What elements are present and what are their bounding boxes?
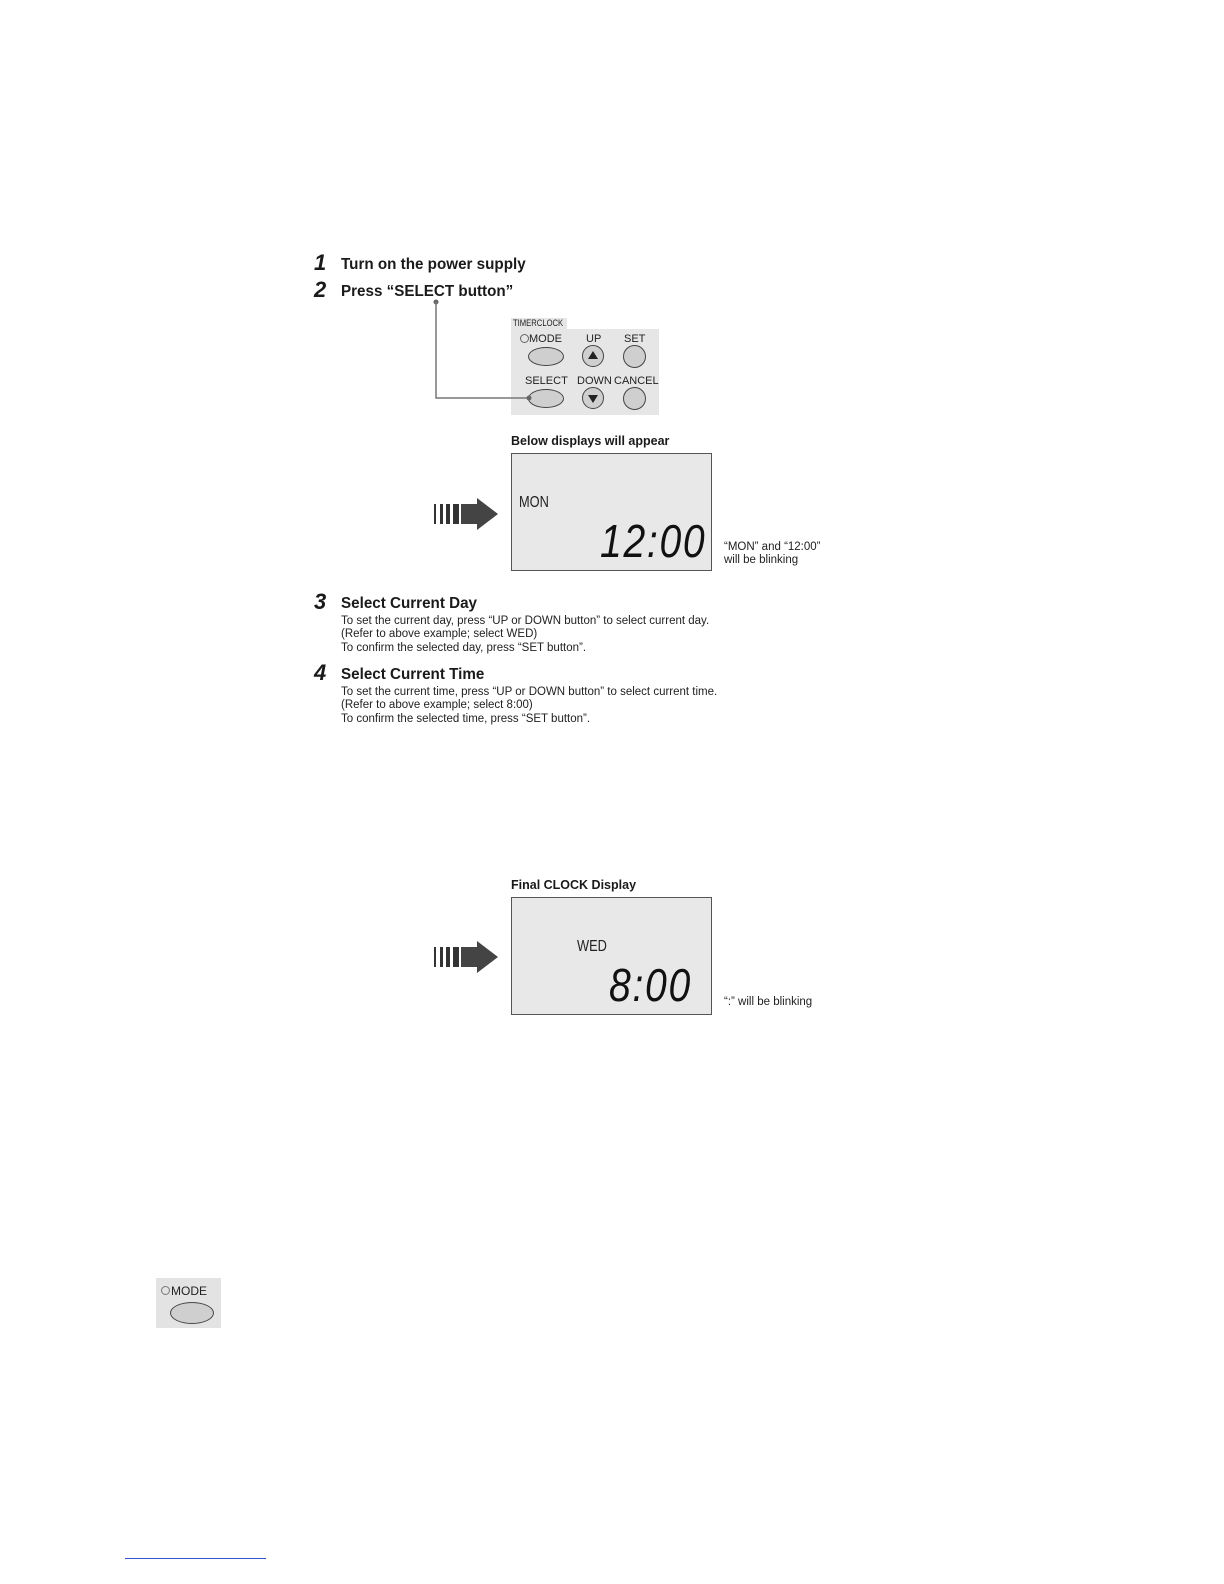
display2-day: WED [577,938,607,955]
mode-button-large[interactable] [170,1302,214,1324]
display1-day: MON [519,494,549,511]
step-1-title: Turn on the power supply [341,256,526,273]
select-label: SELECT [525,375,568,387]
mode-button-label: MODE [171,1284,207,1298]
lcd-display-1 [511,453,712,571]
step-1-number: 1 [314,250,327,275]
step-2-number: 2 [314,277,327,302]
down-label: DOWN [577,375,612,387]
step-4-number: 4 [314,660,327,685]
display2-note: “:” will be blinking [724,996,813,1008]
panel-header: TIMERCLOCK [513,318,564,328]
timer-icon [161,1286,170,1295]
footnote-separator [125,1558,266,1559]
display1-note-2: will be blinking [724,554,799,566]
step-4-line-3: To confirm the selected time, press “SET button”. [341,713,591,725]
display1-note-1: “MON” and “12:00” [724,541,821,553]
step-3-line-2: (Refer to above example; select WED) [341,628,538,640]
lcd-display-2 [511,897,712,1015]
cancel-label: CANCEL [614,375,659,387]
display1-caption: Below displays will appear [511,434,670,448]
step-3-line-1: To set the current day, press “UP or DOWN button” to select current day. [341,615,710,627]
step-2-title: Press “SELECT button” [341,283,514,300]
step-3-line-3: To confirm the selected day, press “SET button”. [341,642,587,654]
mode-button-illustration [156,1278,221,1328]
step-4-line-1: To set the current time, press “UP or DOWN button” to select current time. [341,686,718,698]
display2-time: 8:00 [609,959,692,1011]
step-4-line-2: (Refer to above example; select 8:00) [341,699,533,711]
step-3-title: Select Current Day [341,595,478,612]
mode-label: MODE [529,333,562,345]
step-4-title: Select Current Time [341,666,485,683]
step-3-number: 3 [314,589,327,614]
display2-caption: Final CLOCK Display [511,878,637,892]
arrow-icon [432,498,502,530]
arrow-icon [432,941,502,973]
display1-time: 12:00 [600,515,707,567]
up-label: UP [586,333,602,345]
set-label: SET [624,333,646,345]
